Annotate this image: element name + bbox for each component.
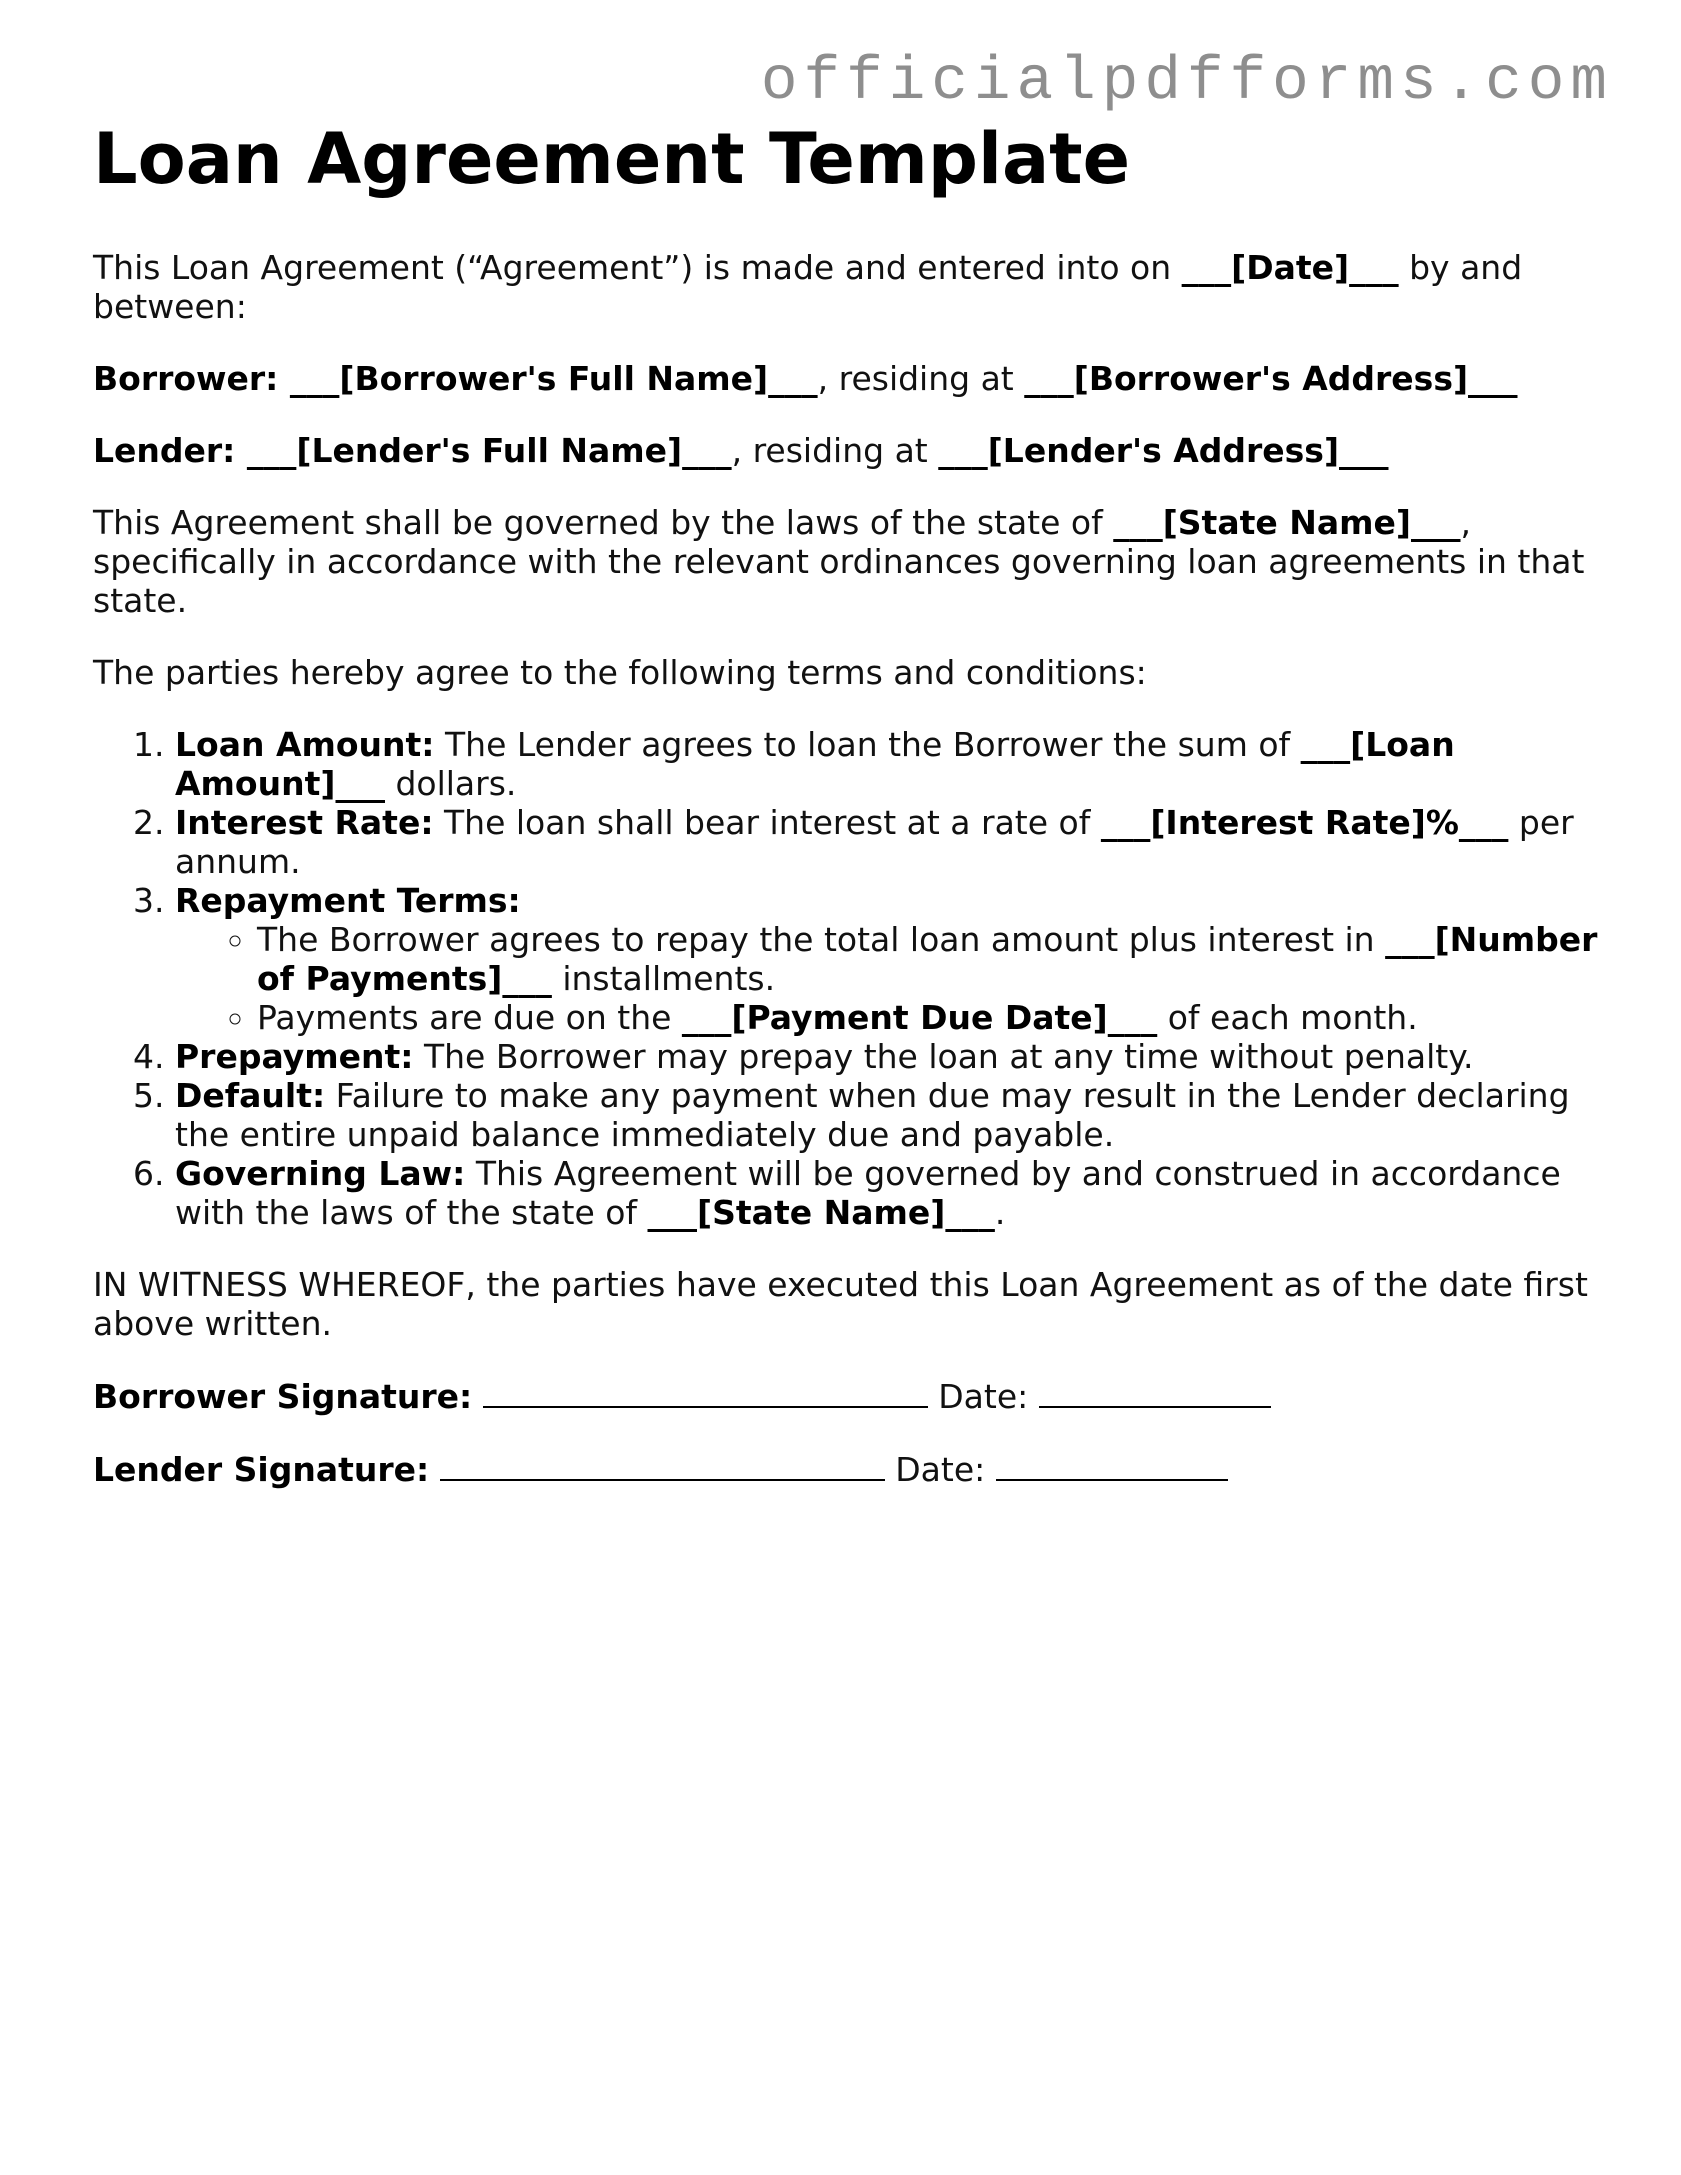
term-label: Governing Law: xyxy=(175,1154,466,1193)
borrower-signature-row xyxy=(93,1376,1603,1416)
term-repayment xyxy=(175,881,1603,1037)
repayment-installments xyxy=(257,920,1603,998)
borrower-name-blank[interactable]: Borrower: ___[Borrower's Full Name]___ xyxy=(93,359,818,398)
payment-due-date-blank[interactable]: ___[Payment Due Date]___ xyxy=(681,998,1158,1037)
borrower-date-label: Date: xyxy=(938,1377,1029,1416)
sub-text-after: installments. xyxy=(551,959,776,998)
intro-text-after: by and between: xyxy=(93,248,1523,326)
sub-text: Payments are due on the xyxy=(257,998,682,1037)
lender-line xyxy=(93,431,1603,470)
number-of-payments-blank[interactable]: ___[Number of Payments]___ xyxy=(257,920,1598,998)
governing-text-after: , specifically in accordance with the relevant ordinances governing loan agreements in that state. xyxy=(93,503,1585,620)
borrower-line xyxy=(93,359,1603,398)
term-text: The Lender agrees to loan the Borrower the sum of xyxy=(434,725,1301,764)
term-loan-amount xyxy=(175,725,1603,803)
governing-text: This Agreement shall be governed by the laws of the state of xyxy=(93,503,1114,542)
lender-signature-label: Lender Signature: xyxy=(93,1450,430,1489)
term-label: Repayment Terms: xyxy=(175,881,521,920)
term-label: Loan Amount: xyxy=(175,725,435,764)
interest-rate-blank[interactable]: ___[Interest Rate]%___ xyxy=(1100,803,1509,842)
watermark: officialpdfforms.com xyxy=(760,48,1613,117)
term-text-after: dollars. xyxy=(384,764,517,803)
term-governing-law xyxy=(175,1154,1603,1232)
term-text: The loan shall bear interest at a rate of xyxy=(433,803,1101,842)
document-body xyxy=(93,118,1603,1522)
lender-date-label: Date: xyxy=(895,1450,986,1489)
intro-paragraph xyxy=(93,248,1603,326)
borrower-address-blank[interactable]: ___[Borrower's Address]___ xyxy=(1024,359,1518,398)
terms-list xyxy=(93,725,1603,1232)
page-title: Loan Agreement Template xyxy=(93,118,1131,200)
lender-name-blank[interactable]: Lender: ___[Lender's Full Name]___ xyxy=(93,431,732,470)
term-label: Prepayment: xyxy=(175,1037,414,1076)
lender-residing-text: , residing at xyxy=(731,431,939,470)
term-text: Failure to make any payment when due may result in the Lender declaring the entire unpaid balance immediately due and payable. xyxy=(175,1076,1570,1154)
term-text: This Agreement will be governed by and construed in accordance with the laws of the state of xyxy=(175,1154,1561,1232)
borrower-date-line[interactable] xyxy=(1039,1376,1271,1408)
governing-paragraph xyxy=(93,503,1603,620)
repayment-sublist xyxy=(175,920,1603,1037)
borrower-residing-text: , residing at xyxy=(817,359,1025,398)
term-label: Interest Rate: xyxy=(175,803,434,842)
lender-address-blank[interactable]: ___[Lender's Address]___ xyxy=(938,431,1389,470)
borrower-signature-label: Borrower Signature: xyxy=(93,1377,473,1416)
borrower-signature-line[interactable] xyxy=(483,1376,928,1408)
witness-paragraph: IN WITNESS WHEREOF, the parties have executed this Loan Agreement as of the date first above written. xyxy=(93,1265,1588,1343)
term-text: The Borrower may prepay the loan at any time without penalty. xyxy=(413,1037,1474,1076)
lender-date-line[interactable] xyxy=(996,1449,1228,1481)
term-text-after: . xyxy=(994,1193,1006,1232)
term-interest-rate xyxy=(175,803,1603,881)
term-text-after: per annum. xyxy=(175,803,1574,881)
term-label: Default: xyxy=(175,1076,326,1115)
governing-state-blank[interactable]: ___[State Name]___ xyxy=(647,1193,995,1232)
date-blank[interactable]: ___[Date]___ xyxy=(1181,248,1399,287)
lender-signature-row xyxy=(93,1449,1603,1489)
lender-signature-line[interactable] xyxy=(440,1449,885,1481)
term-default xyxy=(175,1076,1603,1154)
state-name-blank[interactable]: ___[State Name]___ xyxy=(1113,503,1461,542)
term-prepayment xyxy=(175,1037,1603,1076)
sub-text-after: of each month. xyxy=(1157,998,1418,1037)
sub-text: The Borrower agrees to repay the total loan amount plus interest in xyxy=(257,920,1386,959)
intro-text: This Loan Agreement (“Agreement”) is made and entered into on xyxy=(93,248,1182,287)
terms-intro: The parties hereby agree to the following terms and conditions: xyxy=(93,653,1147,692)
loan-amount-blank[interactable]: ___[Loan Amount]___ xyxy=(175,725,1455,803)
repayment-due-date xyxy=(257,998,1603,1037)
